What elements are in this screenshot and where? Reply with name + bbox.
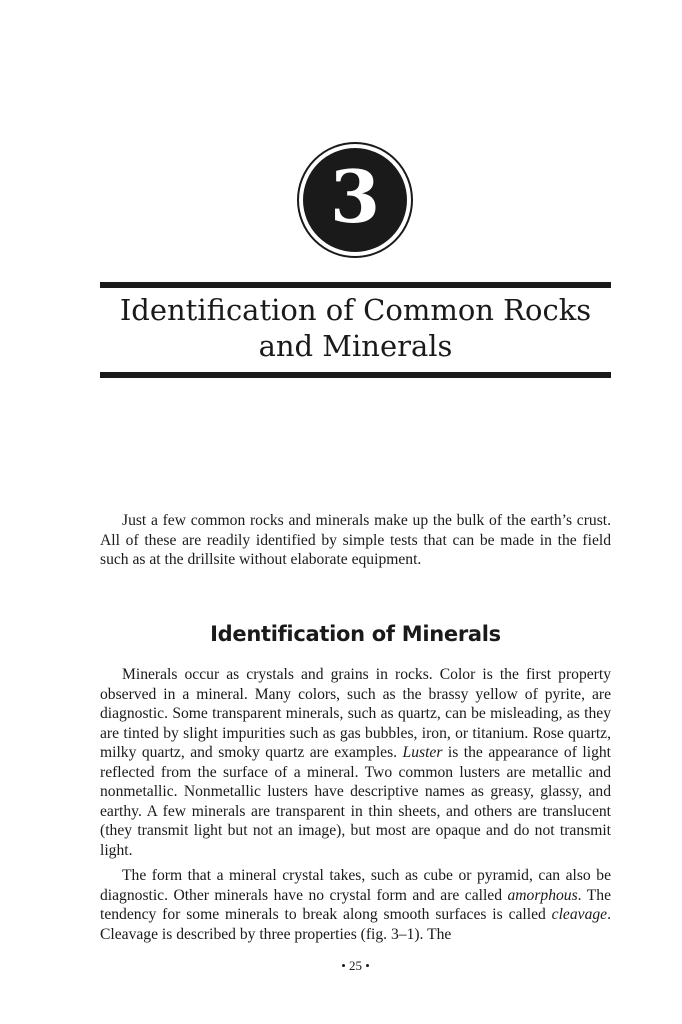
term-luster: Luster — [402, 744, 443, 761]
paragraph-text: is the appearance of light reflected from the surface of a mineral. Two common lusters are metallic and nonmetallic. Nonmetallic lusters have descriptive names as greasy, glassy, and earthy. A few minerals are transparent in thin sheets, and others are translucent (they transmit light but not an image), but most are opaque and do not transmit light. — [100, 744, 611, 859]
paragraph-text: . The tendency for some minerals to break along smooth surfaces is called — [100, 886, 611, 923]
section-body — [100, 665, 611, 950]
chapter-number-badge — [297, 142, 413, 258]
intro-section — [100, 511, 611, 576]
section-heading: Identification of Minerals — [210, 622, 501, 646]
paragraph-text: Minerals occur as crystals and grains in rocks. Color is the first property observed in a mineral. Many colors, such as the brassy yellow of pyrite, are diagnostic. Some transparent minerals, such as quartz, can be misleading, as they are tinted by slight impurities such as gas bubbles, iron, or titanium. Rose quartz, milky quartz, and smoky quartz are examples. — [100, 666, 611, 761]
paragraph-text: The form that a mineral crystal takes, such as cube or pyramid, can also be diagnostic. Other minerals have no crystal form and are called — [100, 867, 611, 904]
paragraph-text: . Cleavage is described by three properties (fig. 3–1). The — [100, 906, 611, 943]
chapter-title-line-2: and Minerals — [258, 329, 453, 363]
chapter-title-line-1: Identification of Common Rocks — [119, 293, 592, 327]
term-cleavage: cleavage — [551, 906, 608, 923]
chapter-number: 3 — [303, 148, 407, 252]
title-rule-bottom — [100, 372, 611, 378]
term-amorphous: amorphous — [507, 886, 578, 904]
chapter-title — [100, 292, 611, 364]
paragraph-crystal-form — [100, 866, 611, 944]
title-rule-top — [100, 282, 611, 288]
intro-paragraph: Just a few common rocks and minerals make up the bulk of the earth’s crust. All of these are readily identified by simple tests that can be made in the field such as at the drillsite without elaborate equipment. — [100, 512, 611, 568]
paragraph-minerals-color — [100, 665, 611, 860]
page-number: • 25 • — [341, 958, 370, 973]
